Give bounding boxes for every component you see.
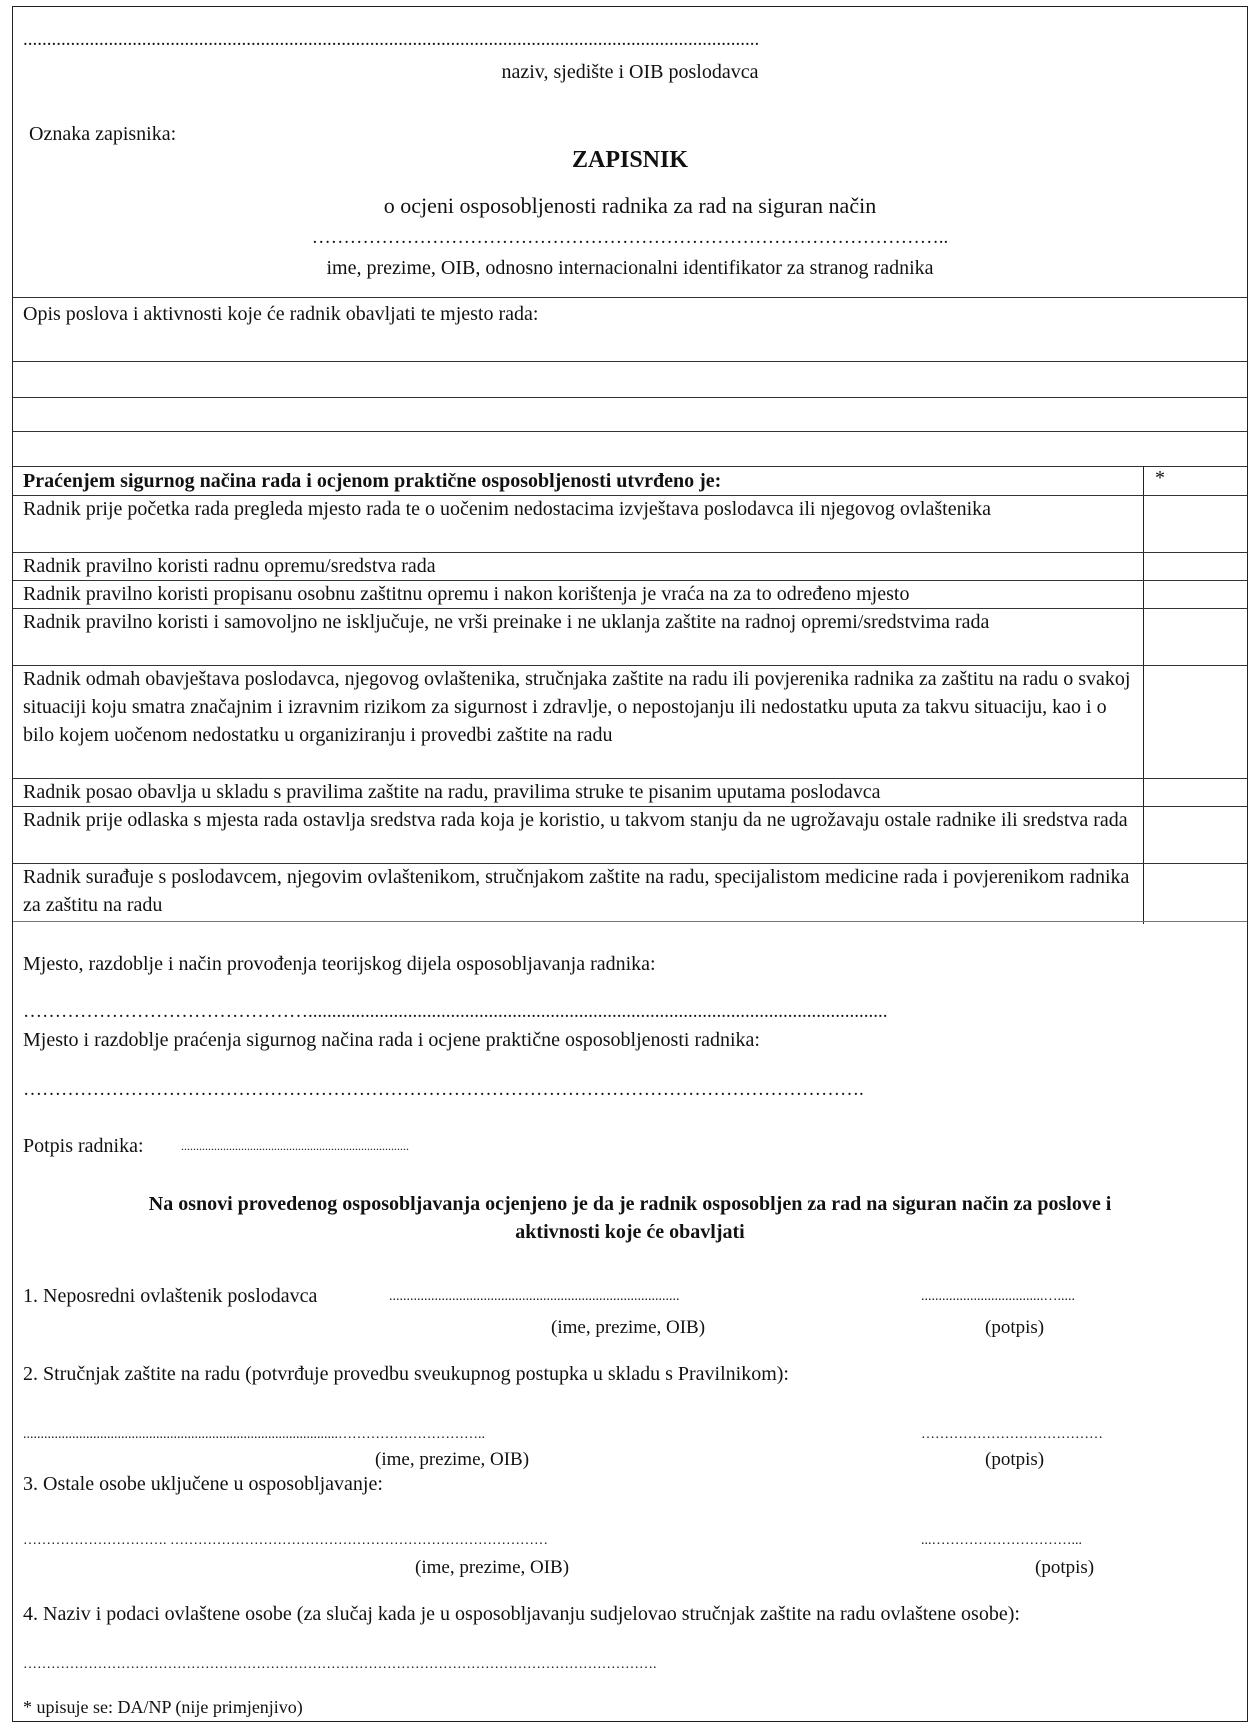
assessment-row: Radnik pravilno koristi propisanu osobnu zaštitnu opremu i nakon korištenja je vraća na za to određeno mjesto [23,583,910,605]
column-divider [1143,466,1144,924]
assessment-mark-cell[interactable] [1145,609,1249,665]
practice-input-line[interactable]: ……………………………………………………………………………………………………………………. [23,1079,864,1100]
assessment-row: Radnik prije odlaska s mjesta rada ostavlja sredstva rada koja je koristio, u takvom stanju da ne ugrožavaju ostale radnike ili sredstva rada [23,809,1128,831]
signatory-1-label: 1. Neposredni ovlaštenik poslodavca [23,1285,318,1307]
assessment-row: Radnik posao obavlja u skladu s pravilima zaštite na radu, pravilima struke te pisanim uputama poslodavca [23,781,881,803]
divider [13,921,1247,922]
signatory-2-label: 2. Stručnjak zaštite na radu (potvrđuje provedbu sveukupnog postupka u skladu s Pravilnikom): [23,1363,789,1385]
signatory-3-name-line[interactable]: …………………………. ……………………………………………………………………… [23,1533,548,1548]
worker-signature-label: Potpis radnika: [23,1135,144,1157]
assessment-mark-cell[interactable] [1145,864,1249,920]
signatory-2-sign-line[interactable]: ………………………………… [921,1427,1103,1442]
footnote: * upisuje se: DA/NP (nije primjenjivo) [23,1697,303,1717]
employer-caption: naziv, sjedište i OIB poslodavca [501,61,759,83]
description-label: Opis poslova i aktivnosti koje će radnik obavljati te mjesto rada: [23,303,539,325]
page-subtitle: o ocjeni osposobljenosti radnika za rad na siguran način [383,193,877,218]
worker-caption: ime, prezime, OIB, odnosno internacionalni identifikator za stranog radnika [326,257,934,279]
signatory-2-name-caption: (ime, prezime, OIB) [375,1449,530,1470]
assessment-mark-cell[interactable] [1145,666,1249,778]
conclusion-line-1: Na osnovi provedenog osposobljavanja ocjenjeno je da je radnik osposobljen za rad na siguran način za poslove i [148,1193,1112,1215]
divider [13,361,1247,362]
practice-label: Mjesto i razdoblje praćenja sigurnog načina rada i ocjene praktične osposobljenosti radnika: [23,1029,760,1051]
worker-input-line[interactable]: ……………………………………………………………………………………….. [311,227,949,248]
description-line-2[interactable] [13,399,1247,431]
signatory-1-sign-caption: (potpis) [985,1317,1045,1338]
assessment-row: Radnik pravilno koristi radnu opremu/sredstva rada [23,555,436,577]
assessment-row: Radnik surađuje s poslodavcem, njegovim ovlaštenikom, stručnjakom zaštite na radu, specijalistom medicine rada i povjerenikom radnika za zaštitu na radu [23,866,1130,916]
assessment-mark-cell[interactable] [1145,779,1249,807]
theory-input-line[interactable]: ……………………………………….......................................................................................................................... [23,1001,888,1022]
assessment-mark-cell[interactable] [1145,496,1249,552]
conclusion-line-2: aktivnosti koje će obavljati [515,1221,745,1243]
assessment-row: Radnik pravilno koristi i samovoljno ne isključuje, ne vrši preinake i ne uklanja zaštite na radnoj opremi/sredstvima rada [23,611,990,633]
assessment-table [13,466,1247,924]
divider [13,297,1247,298]
signatory-3-sign-caption: (potpis) [1035,1557,1095,1578]
assessment-row: Radnik prije početka rada pregleda mjesto rada te o uočenim nedostacima izvještava poslodavca ili njegovog ovlaštenika [23,498,991,520]
description-line-3[interactable] [13,433,1247,465]
record-label: Oznaka zapisnika: [29,123,177,145]
signatory-3-label: 3. Ostale osobe uključene u osposobljavanje: [23,1473,383,1495]
signatory-1-sign-line[interactable]: ...................................…..... [921,1289,1075,1304]
worker-signature-line[interactable]: ............................................................................ [181,1139,409,1153]
form-page [12,6,1248,1722]
assessment-mark-cell[interactable] [1145,807,1249,863]
signatory-2-name-line[interactable]: ..........................................................................................………………………….. [23,1427,485,1442]
assessment-mark-cell[interactable] [1145,581,1249,609]
signatory-1-name-line[interactable]: ................................................................................... [389,1289,680,1304]
divider [13,431,1247,432]
assessment-header: Praćenjem sigurnog načina rada i ocjenom praktične osposobljenosti utvrđeno je: [23,470,722,492]
signatory-3-sign-line[interactable]: ...…………………………... [921,1533,1082,1548]
assessment-mark-cell[interactable] [1145,553,1249,581]
employer-input-line[interactable]: ........................................................................................................................................................... [23,29,760,50]
description-line-1[interactable] [13,363,1247,395]
signatory-1-name-caption: (ime, prezime, OIB) [551,1317,706,1338]
mark-header: * [1155,467,1165,489]
theory-label: Mjesto, razdoblje i način provođenja teorijskog dijela osposobljavanja radnika: [23,953,656,975]
divider [13,397,1247,398]
signatory-2-sign-caption: (potpis) [985,1449,1045,1470]
assessment-row: Radnik odmah obavještava poslodavca, njegovog ovlaštenika, stručnjaka zaštite na radu ili povjerenika radnika za zaštitu na radu o svakoj situaciji koju smatra značajnim i izravnim rizikom za sigurnost i zdravlje, o nepostojanju ili nedostatku uputa za takvu situaciju, kao i o bilo kojem uočenom nedostatku u organiziranju i provedbi zaštite na radu [23,668,1131,746]
page-title: ZAPISNIK [571,147,689,173]
signatory-3-name-caption: (ime, prezime, OIB) [415,1557,570,1578]
signatory-4-label: 4. Naziv i podaci ovlaštene osobe (za slučaj kada je u osposobljavanju sudjelovao stručnjak zaštite na radu ovlaštene osobe): [23,1603,1020,1625]
signatory-4-name-line[interactable]: ………………………………………………………………………………………………………………………. [23,1657,657,1672]
